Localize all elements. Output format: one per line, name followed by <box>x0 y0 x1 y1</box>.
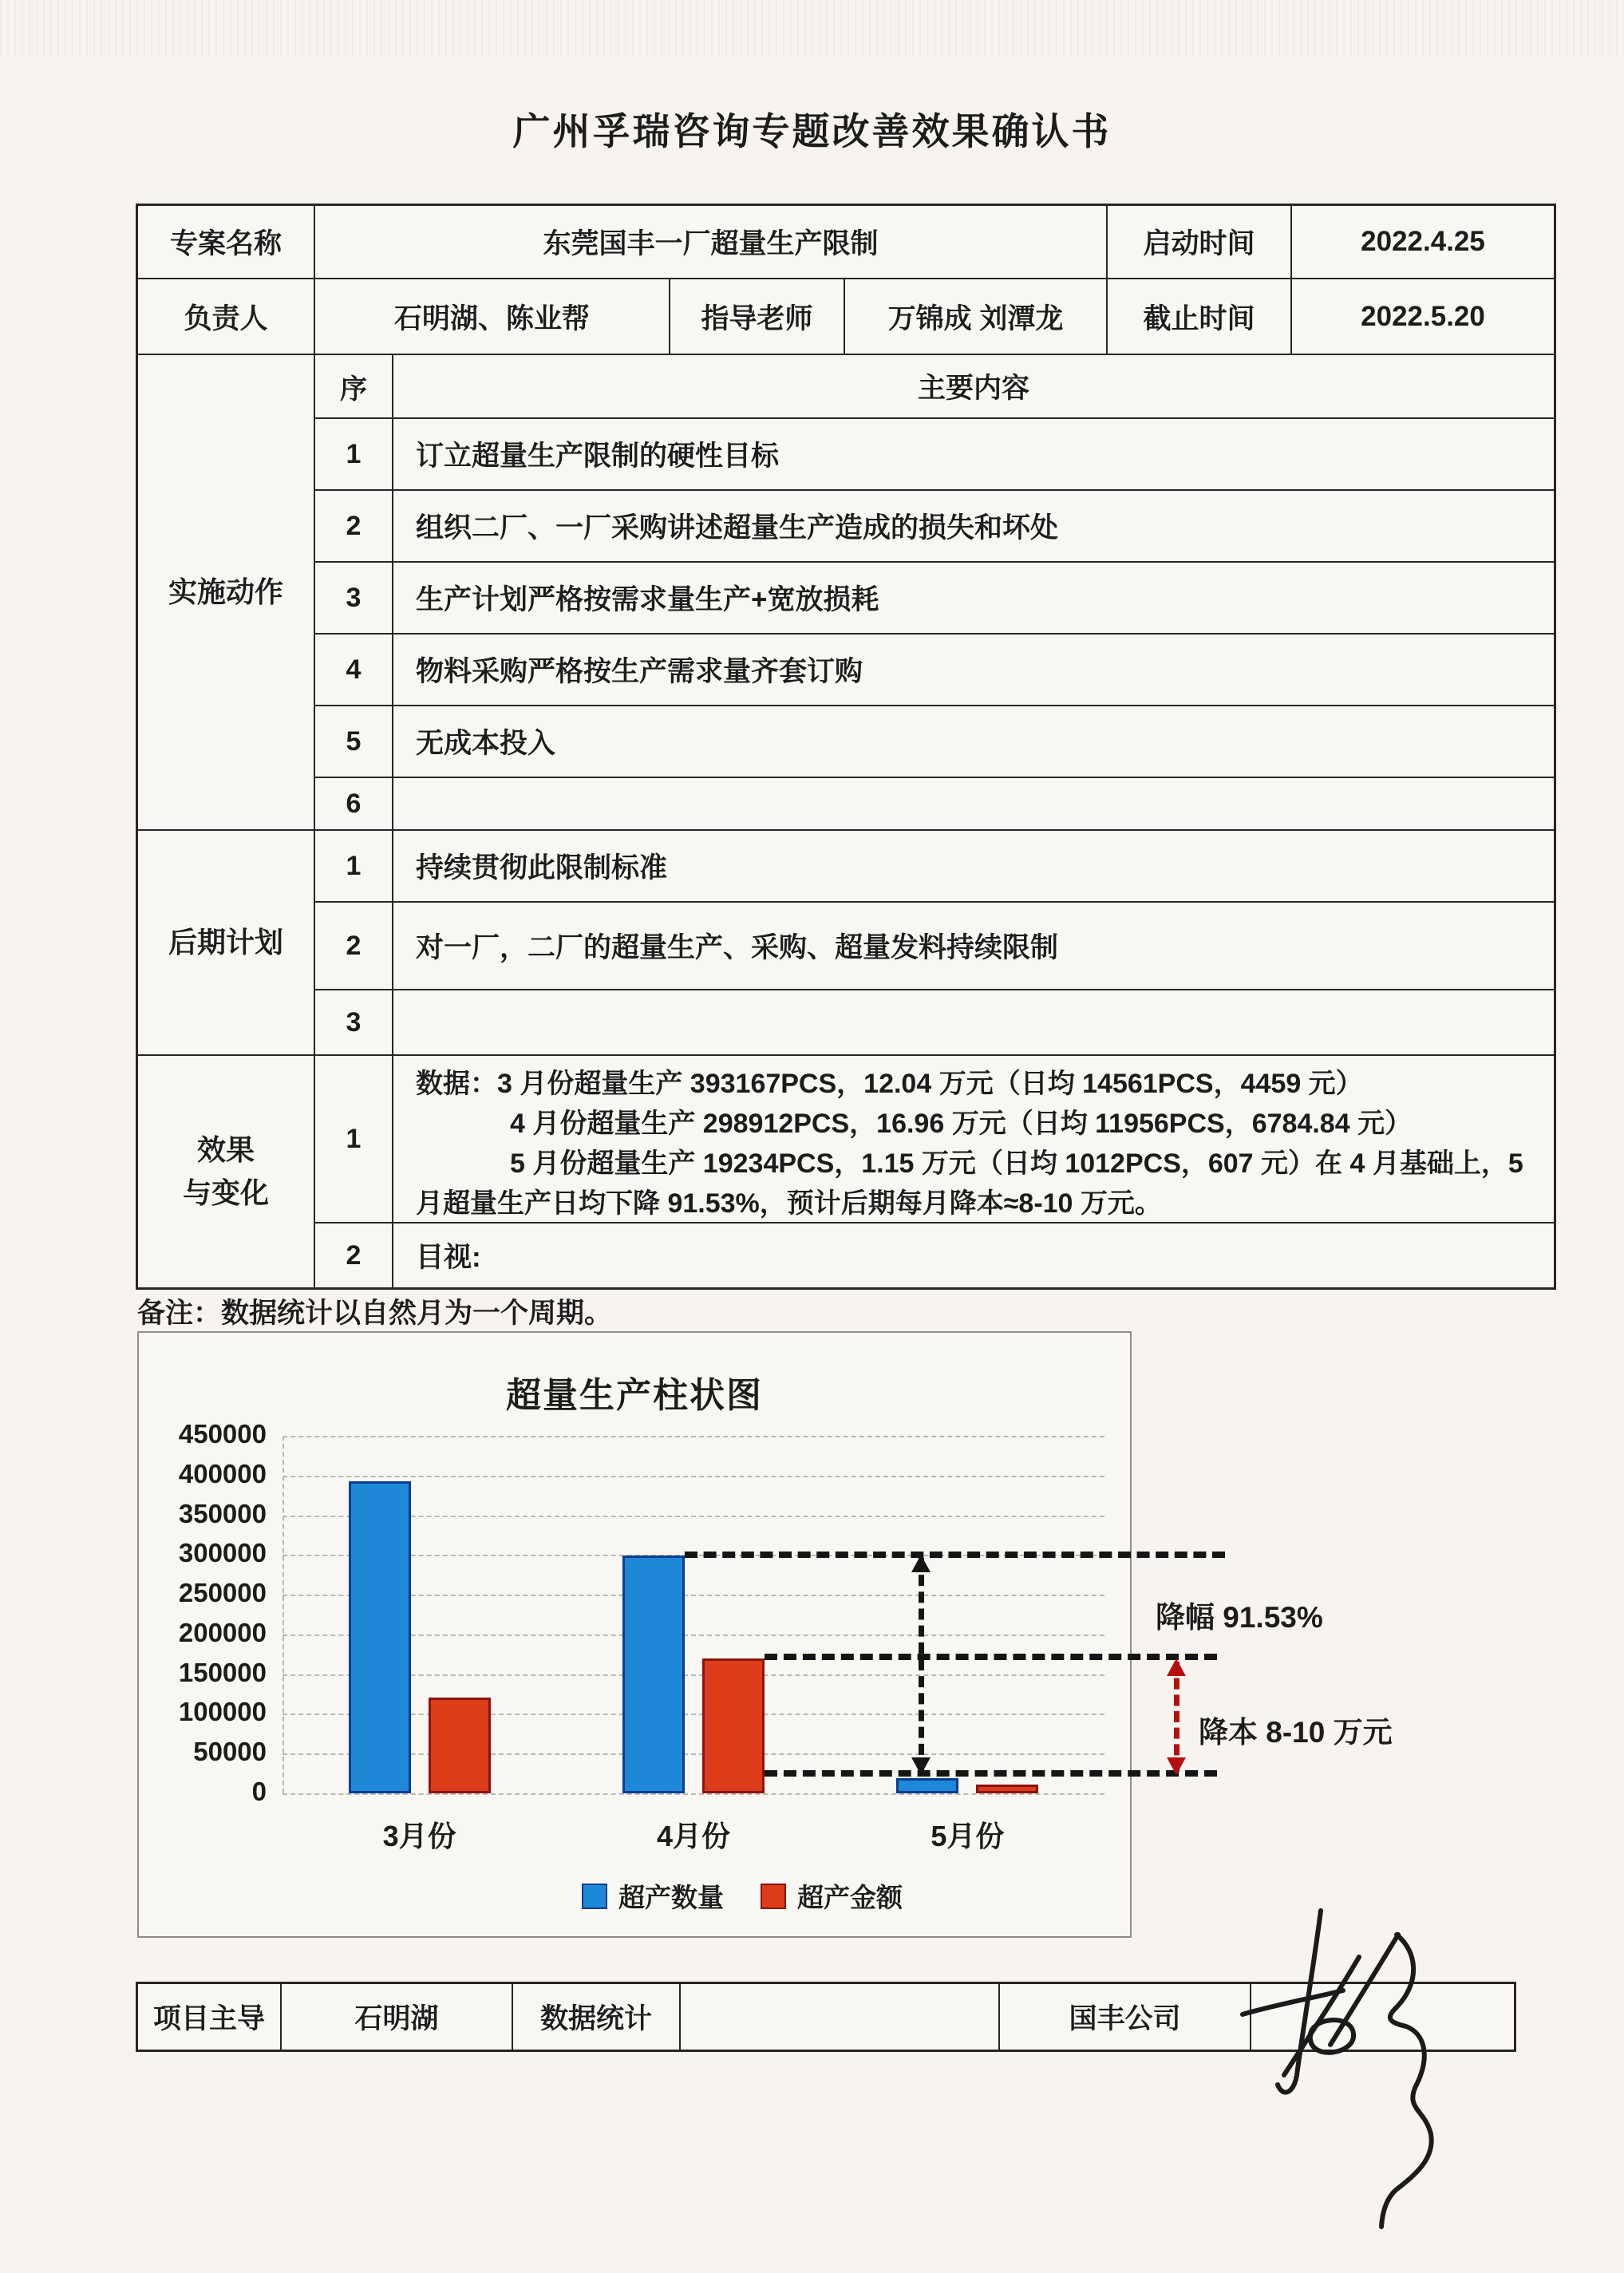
y-axis-tick-label: 50000 <box>193 1737 267 1767</box>
annotation-drop-percent: 降幅 91.53% <box>1156 1601 1323 1634</box>
project-name-value: 东莞国丰一厂超量生产限制 <box>315 206 1108 278</box>
dashed-vertical-line <box>1174 1662 1179 1772</box>
effect-row-no: 1 <box>315 1056 393 1222</box>
annotation-cost-saving: 降本 8-10 万元 <box>1199 1716 1393 1749</box>
action-row-text: 无成本投入 <box>416 728 556 759</box>
x-axis-category-label: 3月份 <box>382 1820 456 1852</box>
effect-visual-text: 目视: <box>416 1242 481 1273</box>
owner-label: 负责人 <box>138 279 315 354</box>
y-axis-tick-label: 150000 <box>178 1657 267 1687</box>
chart-plot-area <box>139 1333 1130 1936</box>
start-time-label: 启动时间 <box>1108 206 1292 278</box>
chart-bar <box>976 1785 1038 1793</box>
action-row-no: 5 <box>315 706 393 777</box>
dashed-vertical-line <box>919 1558 924 1772</box>
section-plans-body <box>315 831 1554 1054</box>
gridline <box>283 1793 1104 1795</box>
legend-swatch-blue <box>582 1884 607 1909</box>
section-actions-body <box>315 355 1554 829</box>
plan-row-no: 1 <box>315 831 393 901</box>
effect-data-line: 数据：3 月份超量生产 393167PCS，12.04 万元（日均 14561PCS，4459 元） <box>416 1069 1363 1099</box>
drop-arrow-black <box>911 1558 931 1772</box>
content-header: 主要内容 <box>917 373 1029 404</box>
y-axis-tick-label: 200000 <box>178 1617 267 1647</box>
table-row-project <box>138 206 1554 279</box>
plan-row-1 <box>315 831 1554 903</box>
bar-chart <box>137 1331 1132 1938</box>
effect-row-no: 2 <box>315 1223 393 1287</box>
effect-data-line: 5 月份超量生产 19234PCS，1.15 万元（日均 1012PCS，607 元）在 4 月基础上，5 <box>510 1148 1523 1179</box>
action-row-text: 组织二厂、一厂采购讲述超量生产造成的损失和坏处 <box>416 512 1059 544</box>
plan-row-text: 持续贯彻此限制标准 <box>416 852 668 884</box>
plan-row-3 <box>315 990 1554 1054</box>
y-axis-tick-label: 450000 <box>178 1419 267 1449</box>
y-axis-line <box>283 1436 284 1793</box>
end-time-value: 2022.5.20 <box>1361 300 1485 332</box>
plan-row-2 <box>315 903 1554 990</box>
owner-value: 石明湖、陈业帮 <box>315 279 670 354</box>
effect-data-line: 4 月份超量生产 298912PCS，16.96 万元（日均 11956PCS，6784.84 元） <box>510 1109 1413 1139</box>
action-row-6 <box>315 778 1554 829</box>
action-row-2 <box>315 491 1554 563</box>
y-axis-tick-label: 400000 <box>178 1458 267 1488</box>
effect-row-2 <box>315 1223 1554 1287</box>
x-axis-category-label: 5月份 <box>931 1820 1005 1852</box>
section-actions <box>138 355 1554 831</box>
arrowhead-down-icon <box>1167 1757 1186 1775</box>
x-axis-category-label: 4月份 <box>656 1820 731 1852</box>
handwritten-signature <box>1233 1893 1456 2236</box>
chart-bar <box>622 1556 685 1793</box>
section-effects-label-line1: 效果 <box>196 1133 255 1166</box>
chart-title: 超量生产柱状图 <box>506 1376 763 1415</box>
action-row-text: 生产计划严格按需求量生产+宽放损耗 <box>416 584 879 615</box>
action-row-no: 1 <box>315 419 393 489</box>
advisor-value: 万锦成 刘潭龙 <box>845 279 1108 354</box>
actions-header-row <box>315 355 1554 419</box>
effect-data-text <box>393 1056 1554 1222</box>
legend-item-quantity <box>582 1877 724 1915</box>
company-value: 国丰公司 <box>1000 1984 1251 2050</box>
gridline <box>283 1476 1104 1477</box>
section-plans <box>138 831 1554 1056</box>
gridline <box>283 1436 1104 1437</box>
chart-bar <box>429 1698 491 1793</box>
action-row-text: 物料采购严格按生产需求量齐套订购 <box>416 656 863 687</box>
effect-data-line: 月超量生产日均下降 91.53%，预计后期每月降本≈8-10 万元。 <box>416 1188 1162 1219</box>
y-axis-tick-label: 350000 <box>178 1498 267 1528</box>
footnote: 备注：数据统计以自然月为一个周期。 <box>137 1298 613 1329</box>
action-row-text: 订立超量生产限制的硬性目标 <box>416 441 780 472</box>
plan-row-no: 2 <box>315 903 393 989</box>
dashed-reference-line-may <box>765 1770 1217 1777</box>
dashed-reference-line-april-amount <box>765 1654 1217 1660</box>
action-row-no: 4 <box>315 634 393 705</box>
y-axis-tick-label: 300000 <box>178 1538 267 1568</box>
plan-row-text: 对一厂，二厂的超量生产、采购、超量发料持续限制 <box>416 932 1059 963</box>
dashed-reference-line-april-qty <box>685 1552 1225 1558</box>
action-row-no: 6 <box>315 778 393 829</box>
action-row-no: 2 <box>315 491 393 561</box>
table-row-owner <box>138 279 1554 355</box>
y-axis-tick-label: 100000 <box>178 1697 267 1727</box>
effect-row-1 <box>315 1056 1554 1223</box>
section-effects <box>138 1056 1554 1287</box>
project-lead-label: 项目主导 <box>138 1984 282 2050</box>
action-row-no: 3 <box>315 563 393 633</box>
legend-swatch-red <box>761 1884 786 1909</box>
section-actions-label: 实施动作 <box>138 355 315 829</box>
chart-bar <box>896 1778 958 1793</box>
data-stats-value <box>681 1984 1000 2050</box>
section-effects-body <box>315 1056 1554 1287</box>
main-table <box>136 204 1556 1290</box>
section-plans-label: 后期计划 <box>138 831 315 1054</box>
action-row-5 <box>315 706 1554 778</box>
y-axis-tick-label: 0 <box>251 1777 267 1806</box>
y-axis-tick-label: 250000 <box>178 1578 267 1608</box>
plan-row-no: 3 <box>315 990 393 1054</box>
arrowhead-down-icon <box>911 1757 931 1775</box>
action-row-4 <box>315 634 1554 706</box>
end-time-label: 截止时间 <box>1108 279 1292 354</box>
chart-legend <box>247 1877 1238 1915</box>
chart-bar <box>702 1658 765 1793</box>
scan-noise-band <box>0 0 1624 56</box>
action-row-text <box>393 778 1554 829</box>
project-lead-value: 石明湖 <box>282 1984 513 2050</box>
chart-bar <box>349 1481 411 1793</box>
action-row-3 <box>315 563 1554 634</box>
action-row-1 <box>315 419 1554 491</box>
document-title: 广州孚瑞咨询专题改善效果确认书 <box>512 110 1112 152</box>
legend-label: 超产金额 <box>797 1883 903 1912</box>
drop-arrow-red <box>1167 1662 1186 1772</box>
start-time-value: 2022.4.25 <box>1361 226 1485 257</box>
legend-item-amount <box>761 1877 903 1915</box>
section-effects-label <box>138 1056 315 1287</box>
advisor-label: 指导老师 <box>670 279 845 354</box>
seq-header: 序 <box>315 355 393 417</box>
section-effects-label-line2: 与变化 <box>182 1176 269 1209</box>
legend-label: 超产数量 <box>618 1883 724 1912</box>
project-name-label: 专案名称 <box>138 206 315 278</box>
data-stats-label: 数据统计 <box>513 1984 681 2050</box>
plan-row-text <box>393 990 1554 1054</box>
